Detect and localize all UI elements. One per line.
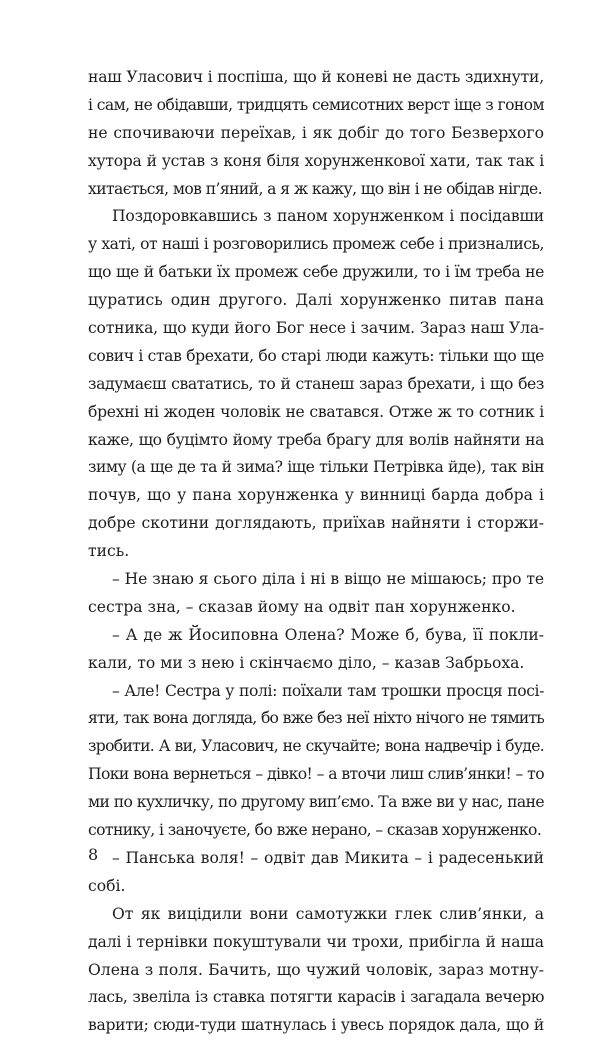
text-line: – Не знаю я сього діла і ні в віщо не мішаюсь; про те xyxy=(112,570,544,589)
text-line: кали, то ми з нею і скінчаємо діло, – казав Забрьоха. xyxy=(88,653,525,672)
text-line: не спочиваючи переїхав, і як добіг до того Безверхого xyxy=(88,123,544,142)
text-line: зробити. А ви, Уласович, не скучайте; вона надвечір і буде. xyxy=(88,737,544,756)
text-line: сестра зна, – сказав йому на одвіт пан хорунженко. xyxy=(88,597,516,616)
text-line: собі. xyxy=(88,876,126,895)
text-line: наш Уласович і поспіша, що й коневі не дасть здихнути, xyxy=(88,68,544,86)
text-line: ми по кухличку, по другому вип’ємо. Та вже ви у нас, пане xyxy=(88,793,544,812)
text-line: Поздоровкавшись з паном хорунженком і посідавши xyxy=(112,207,544,226)
text-line: каже, що буцімто йому треба брагу для волів найняти на xyxy=(88,430,544,449)
text-line: От як вицідили вони самотужки глек слив’янки, а xyxy=(112,904,544,923)
text-line: почув, що у пана хорунженка у винниці барда добра і xyxy=(88,486,544,505)
text-line: – Але! Сестра у полі: поїхали там трошки просця посі- xyxy=(112,681,544,700)
text-line: варити; сюди-туди шатнулась і увесь порядок дала, що й xyxy=(88,1016,544,1035)
text-line: лась, звеліла із ставка потягти карасів і загадала вечерю xyxy=(88,988,544,1007)
text-line: що ще й батьки їх промеж себе дружили, то і їм треба не xyxy=(88,263,544,282)
text-line: Олена з поля. Бачить, що чужий чоловік, зараз мотну- xyxy=(88,960,544,979)
text-line: яти, так вона догляда, бо вже без неї ніхто нічого не тямить xyxy=(88,709,544,728)
text-line: сотника, що куди його Бог несе і зачим. Зараз наш Ула- xyxy=(88,319,544,338)
text-line: – Панська воля! – одвіт дав Микита – і радесенький xyxy=(112,848,544,867)
text-line: добре скотини доглядають, приїхав найняти і сторжи- xyxy=(88,514,544,533)
text-line: далі і тернівки покуштували чи трохи, прибігла й наша xyxy=(88,932,544,951)
text-line: цуратись один другого. Далі хорунженко питав пана xyxy=(88,291,544,310)
page-number: 8 xyxy=(88,845,99,864)
text-line: – А де ж Йосиповна Олена? Може б, бува, її покли- xyxy=(112,625,544,644)
text-line: задумаєш свататись, то й станеш зараз брехати, і що без xyxy=(88,374,544,393)
text-line: у хаті, от наші і розговорились промеж себе і признались, xyxy=(88,235,544,254)
text-line: зиму (а ще де та й зима? іще тільки Петрівка йде), так він xyxy=(88,458,544,477)
text-line: сотнику, і заночуєте, бо вже нерано, – сказав хорунженко. xyxy=(88,821,542,840)
text-line: і сам, не обідавши, тридцять семисотних верст іще з гоном xyxy=(88,95,544,114)
body-text xyxy=(88,64,544,1040)
text-line: брехні ні жоден чоловік не сватався. Отже ж то сотник і xyxy=(88,402,544,421)
text-line: хитається, мов п’яний, а я ж кажу, що він і не обідав нігде. xyxy=(88,179,543,198)
text-line: сович і став брехати, бо старі люди кажуть: тільки що ще xyxy=(88,346,544,365)
text-line: Поки вона вернеться – дівко! – а вточи лиш слив’янки! – то xyxy=(88,765,544,784)
text-line: тись. xyxy=(88,542,130,561)
text-line: хутора й устав з коня біля хорунженкової хати, так так і xyxy=(88,151,544,170)
